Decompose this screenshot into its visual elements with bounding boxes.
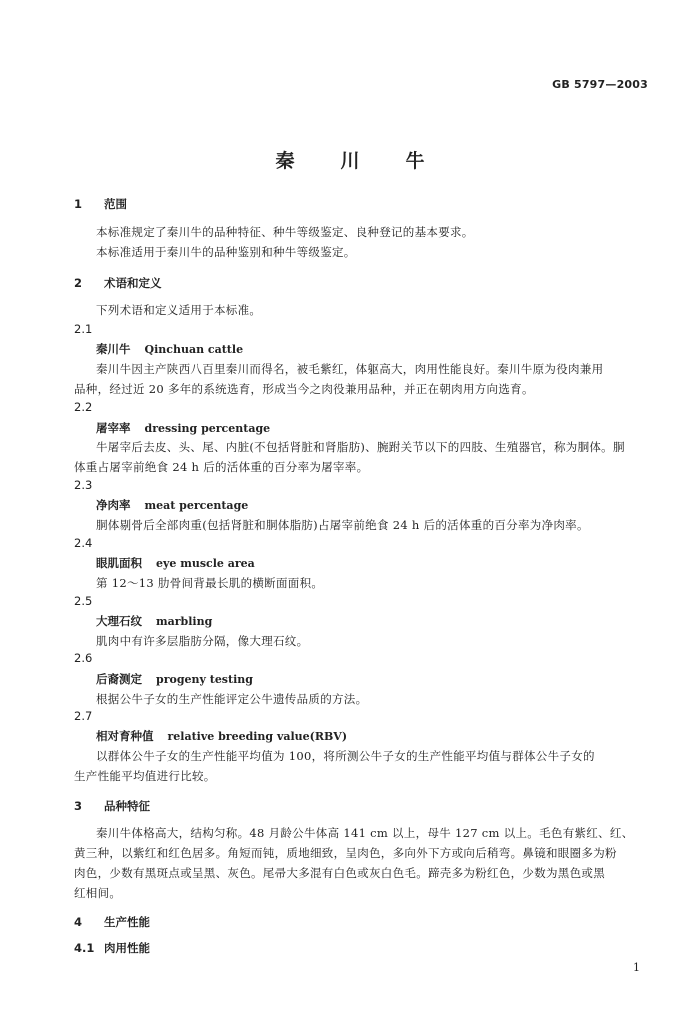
- section-1-para-2: 本标准适用于秦川牛的品种鉴别和种牛等级鉴定。: [96, 245, 356, 259]
- term-heading: 大理石纹 marbling: [96, 614, 213, 628]
- term-heading: 秦川牛 Qinchuan cattle: [96, 342, 244, 356]
- section-1-para-1: 本标准规定了秦川牛的品种特征、种牛等级鉴定、良种登记的基本要求。: [96, 225, 474, 239]
- term-heading: 后裔测定 progeny testing: [96, 672, 253, 686]
- section-3-line: 红相间。: [74, 886, 122, 900]
- clause-number: 2.3: [74, 478, 93, 492]
- section-4-heading: 4 生产性能: [74, 915, 150, 929]
- section-3-heading: 3 品种特征: [74, 799, 150, 813]
- standard-number: GB 5797—2003: [552, 78, 648, 91]
- term-definition-line: 胴体剔骨后全部肉重(包括肾脏和胴体脂肪)占屠宰前绝食 24 h 后的活体重的百分率为净肉率。: [96, 518, 589, 532]
- term-definition-line: 以群体公牛子女的生产性能平均值为 100，将所测公牛子女的生产性能平均值与群体公牛子女的: [96, 749, 595, 763]
- term-heading: 相对育种值 relative breeding value(RBV): [96, 729, 348, 743]
- section-3-line: 肉色，少数有黑斑点或呈黑、灰色。尾帚大多混有白色或灰白色毛。蹄壳多为粉红色，少数为黑色或黑: [74, 866, 605, 880]
- section-3-line: 秦川牛体格高大，结构匀称。48 月龄公牛体高 141 cm 以上，母牛 127 cm 以上。毛色有紫红、红、: [96, 826, 634, 840]
- page-number: 1: [633, 961, 640, 974]
- term-definition-line: 体重占屠宰前绝食 24 h 后的活体重的百分率为屠宰率。: [74, 460, 369, 474]
- clause-number: 2.7: [74, 709, 93, 723]
- term-definition-line: 品种，经过近 20 多年的系统选育，形成当今之肉役兼用品种，并正在朝肉用方向选育。: [74, 382, 534, 396]
- term-definition-line: 根据公牛子女的生产性能评定公牛遗传品质的方法。: [96, 692, 368, 706]
- term-heading: 净肉率 meat percentage: [96, 498, 249, 512]
- clause-number: 2.5: [74, 594, 93, 608]
- section-3-line: 黄三种，以紫红和红色居多。角短而钝，质地细致，呈肉色，多向外下方或向后稍弯。鼻镜和眼圈多为粉: [74, 846, 617, 860]
- clause-number: 2.2: [74, 400, 93, 414]
- term-heading: 眼肌面积 eye muscle area: [96, 556, 255, 570]
- term-definition-line: 肌肉中有许多层脂肪分隔，像大理石纹。: [96, 634, 309, 648]
- clause-number: 2.1: [74, 322, 93, 336]
- term-heading: 屠宰率 dressing percentage: [96, 421, 271, 435]
- clause-number: 2.6: [74, 651, 93, 665]
- section-1-heading: 1 范围: [74, 197, 127, 211]
- term-definition-line: 牛屠宰后去皮、头、尾、内脏(不包括肾脏和肾脂肪)、腕跗关节以下的四肢、生殖器官，称为胴体。胴: [96, 440, 625, 454]
- clause-number: 2.4: [74, 536, 93, 550]
- page-title: 秦川牛: [275, 150, 471, 172]
- term-definition-line: 第 12～13 肋骨间背最长肌的横断面面积。: [96, 576, 324, 590]
- section-4-1-heading: 4.1 肉用性能: [74, 941, 150, 955]
- section-2-heading: 2 术语和定义: [74, 276, 162, 290]
- section-2-intro: 下列术语和定义适用于本标准。: [96, 303, 262, 317]
- term-definition-line: 秦川牛因主产陕西八百里秦川而得名，被毛紫红，体躯高大，肉用性能良好。秦川牛原为役肉兼用: [96, 362, 604, 376]
- term-definition-line: 生产性能平均值进行比较。: [74, 769, 216, 783]
